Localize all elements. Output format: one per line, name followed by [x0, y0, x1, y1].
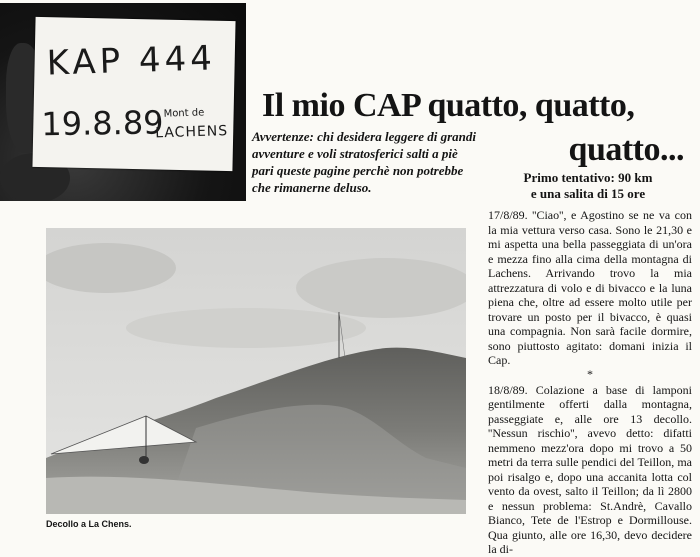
sign-text-line1: KAP 444: [46, 38, 217, 84]
handwritten-sign: [32, 17, 235, 171]
subtitle-line2: e una salita di 15 ore: [530, 186, 646, 201]
sign-text-small1: Mont de: [163, 107, 205, 120]
photo-caption: Decollo a La Chens.: [46, 519, 132, 529]
sign-text-date: 19.8.89: [41, 103, 164, 144]
mountain-hang-glider-illustration: [46, 228, 466, 514]
subtitle-line1: Primo tentativo: 90 km: [523, 170, 653, 185]
section-separator: *: [587, 366, 593, 381]
paragraph-2: 18/8/89. Colazione a base di lamponi gentilmente offerti dalla montagna, passeggiate e, alle ore 13 decollo. ''Nessun rischio'', avevo detto: difatti nemmeno mezz'ora dopo mi trovo a 50 metri da terra sulle pendici del Teillon, ma poi risalgo e, dopo una accanita lotta col vento da ovest, salto il Teillon; da lì 2800 e nessun problema: St.Andrè, Cavallo Bianco, Tete de l'Estrop e Dormillouse. Qua giunto, alle ore 16,30, devo decidere la di-: [488, 382, 692, 556]
title-line1: Il mio CAP quatto, quatto,: [262, 87, 635, 124]
article-warning: Avvertenze: chi desidera leggere di grandi avventure e voli stratosferici salti a piè pari queste pagine perchè non potrebbe che rimanerne deluso.: [252, 129, 476, 195]
article-body: [488, 208, 692, 557]
title-line2: quatto...: [568, 131, 684, 168]
launch-photo: [46, 228, 466, 514]
article-subtitle: [488, 170, 688, 202]
sign-photo: [0, 3, 246, 201]
sign-text-small2: LACHENS: [154, 123, 229, 142]
paragraph-1: 17/8/89. ''Ciao'', e Agostino se ne va con la mia vettura verso casa. Sono le 21,30 e mi aspetta una bella passeggiata di un'ora e mezza fino alla cima della montagna di Lachens. Arrivando trovo la mia attrezzatura di volo e di bivacco e la luna piena che, oltre ad essere molto utile per trovare un posto per il bivacco, è quasi una compagnia. Non sarà facile dormire, sono piuttosto agitato: domani inizia il Cap.: [488, 208, 692, 367]
